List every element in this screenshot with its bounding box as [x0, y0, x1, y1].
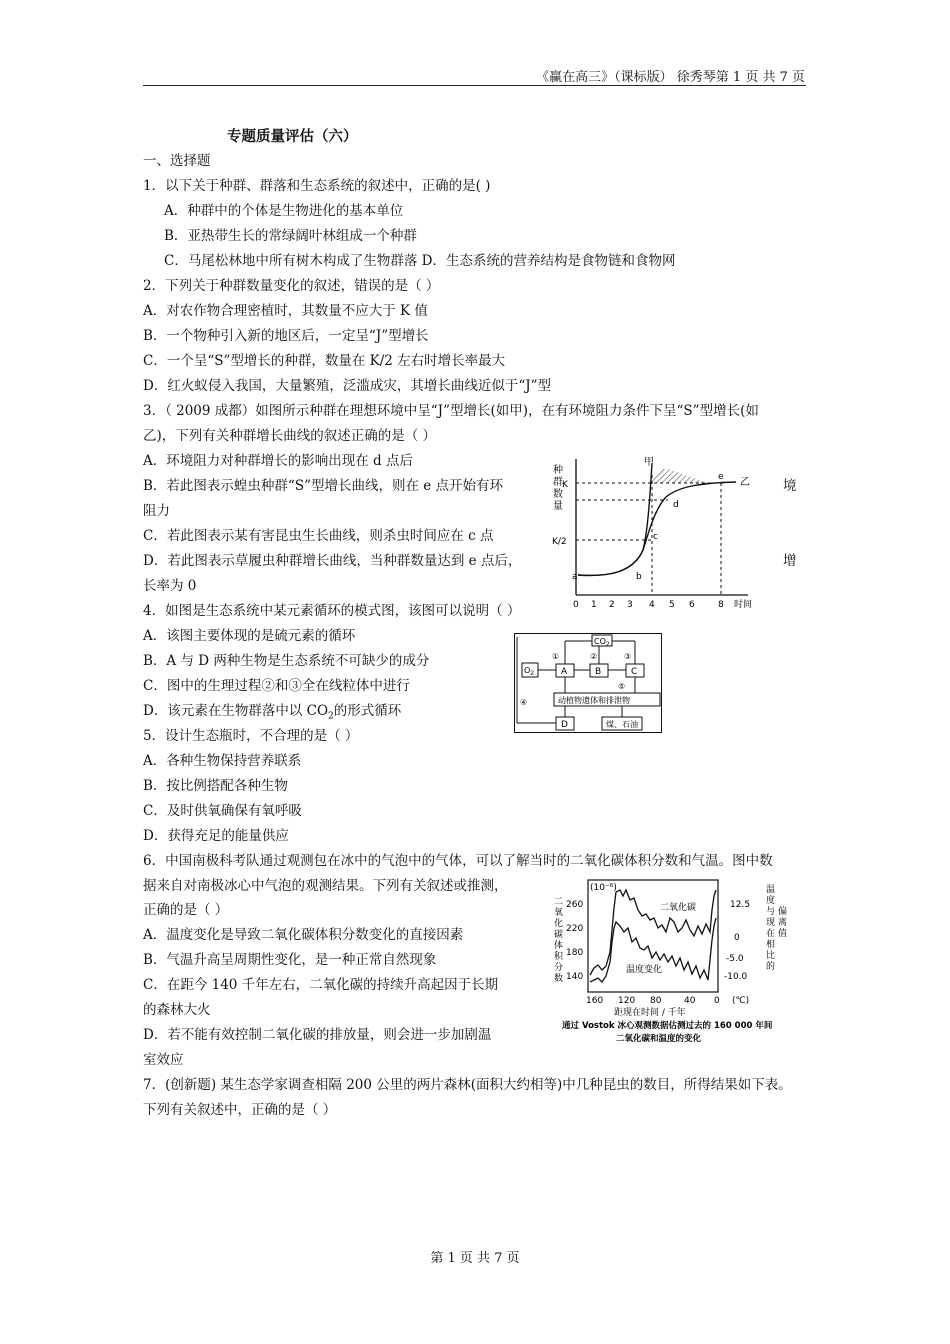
node-c-label: C: [631, 667, 638, 677]
chart-caption-line2: 二氧化碳和温度的变化: [616, 1034, 702, 1044]
x-tick-3: 3: [627, 600, 633, 610]
q5-option-a: A．各种生物保持营养联系: [143, 753, 302, 769]
q3-stem-line2: 乙)，下列有关种群增长曲线的叙述正确的是（ ）: [143, 428, 437, 444]
y-left-label-4: 碳: [554, 930, 564, 940]
ice-core-chart: [548, 870, 798, 1050]
series-co2-line: [590, 890, 716, 975]
y-axis-label-2: 群: [553, 477, 563, 488]
q6-option-b: B．气温升高呈周期性变化，是一种正常自然现象: [143, 952, 437, 968]
y-left-label-8: 数: [554, 974, 564, 984]
header-rule: [143, 85, 806, 86]
q3-option-b-tail: 境: [783, 478, 797, 494]
y-left-tick-220: 220: [566, 924, 584, 934]
y-right-label-6: 相: [766, 940, 776, 950]
section-heading: 一、选择题: [143, 153, 211, 169]
step-4: ④: [520, 698, 528, 707]
curve-j-label: 甲: [644, 457, 654, 468]
y-left-label-7: 分: [554, 963, 564, 973]
x-tick-8: 8: [718, 600, 724, 610]
q6-option-a: A．温度变化是导致二氧化碳体积分数变化的直接因素: [143, 927, 464, 943]
chart-caption-line1: 通过 Vostok 冰心观测数据估测过去的 160 000 年间: [562, 1021, 773, 1031]
q4-stem: 4．如图是生态系统中某元素循环的模式图，该图可以说明（ ）: [143, 603, 521, 619]
series-co2-label: 二氧化碳: [660, 903, 697, 913]
point-e: e: [718, 472, 724, 482]
q5-option-d: D．获得充足的能量供应: [143, 828, 289, 844]
y-right-label-11: 值: [778, 929, 788, 939]
curve-j: [578, 463, 652, 575]
page-footer: 第 1 页 共 7 页: [430, 1251, 520, 1266]
q2-option-a: A．对农作物合理密植时，其数量不应大于 K 值: [143, 303, 428, 319]
resistance-shading: [648, 469, 708, 483]
x-tick-1: 1: [591, 600, 597, 610]
y-axis-label-4: 量: [553, 501, 563, 512]
o2-label: $O_2$: [524, 666, 535, 677]
y-left-label-6: 积: [554, 952, 564, 962]
step-5: ⑤: [618, 682, 626, 691]
co2-label: $CO_2$: [594, 637, 610, 648]
q2-option-d: D．红火蚁侵入我国，大量繁殖，泛滥成灾，其增长曲线近似于“J”型: [143, 378, 552, 394]
y-axis-label-3: 数: [553, 489, 563, 500]
q1-option-b: B．亚热带生长的常绿阔叶林组成一个种群: [164, 228, 417, 244]
q2-option-c: C．一个呈“S”型增长的种群，数量在 K/2 左右时增长率最大: [143, 353, 506, 369]
y-right-tick-12: 12.5: [730, 900, 751, 910]
node-a-label: A: [561, 667, 568, 677]
curve-s: [578, 482, 736, 575]
q3-option-d-tail: 增: [783, 553, 797, 569]
y-right-label-7: 比: [766, 951, 776, 961]
q4-option-c: C．图中的生理过程②和③全在线粒体中进行: [143, 678, 410, 694]
x-tick-4: 4: [649, 600, 655, 610]
q6-stem-line2: 据来自对南极冰心中气泡的观测结果。下列有关叙述或推测，: [143, 878, 508, 894]
y-right-label-2: 度: [766, 896, 776, 906]
q6-option-d: D．若不能有效控制二氧化碳的排放量，则会进一步加剧温: [143, 1027, 492, 1043]
q3-option-d-cont: 长率为 0: [143, 578, 197, 594]
q3-option-d: D．若此图表示草履虫种群增长曲线，当种群数量达到 e 点后，: [143, 553, 522, 569]
q6-stem-line1: 6．中国南极科考队通过观测包在冰中的气泡中的气体，可以了解当时的二氧化碳体积分数和气温。图中数: [143, 853, 773, 869]
series-temp-label: 温度变化: [626, 965, 663, 975]
k-label: K: [562, 480, 568, 490]
x-axis-label: 时间: [734, 600, 753, 610]
y-right-label-9: 偏: [778, 907, 788, 917]
y-right-tick-0: 0: [734, 933, 740, 943]
q6-stem-line3: 正确的是（ ）: [143, 902, 229, 918]
step-2: ②: [590, 652, 598, 661]
element-cycle-figure: [514, 633, 662, 733]
y-right-tick-m10: -10.0: [724, 972, 748, 982]
point-b: b: [636, 572, 642, 582]
y-left-label-2: 氧: [554, 908, 564, 918]
co2-unit-label: (10⁻⁶): [590, 883, 617, 893]
point-d: d: [673, 500, 679, 510]
x-axis-label: 距现在时间 / 千年: [614, 1008, 686, 1018]
point-a: a: [572, 572, 578, 582]
q4-option-b: B．A 与 D 两种生物是生态系统不可缺少的成分: [143, 653, 430, 669]
y-right-label-8: 的: [766, 962, 776, 972]
q5-option-c: C．及时供氧确保有氧呼吸: [143, 803, 302, 819]
point-c: c: [653, 532, 658, 542]
q1-option-cd: C．马尾松林地中所有树木构成了生物群落 D．生态系统的营养结构是食物链和食物网: [164, 253, 676, 269]
q7-stem-line1: 7．(创新题) 某生态学家调查相隔 200 公里的两片森林(面积大约相等)中几种昆虫的数目，所得结果如下表。: [143, 1077, 792, 1093]
q6-option-d-cont: 室效应: [143, 1052, 184, 1068]
q4-option-a: A．该图主要体现的是硫元素的循环: [143, 628, 356, 644]
q5-stem: 5．设计生态瓶时，不合理的是（ ）: [143, 728, 359, 744]
step-1: ①: [552, 652, 560, 661]
y-axis-label-1: 种: [553, 465, 563, 476]
x-tick-6: 6: [689, 600, 695, 610]
q4-option-d: [143, 701, 401, 727]
q1-option-a: A．种群中的个体是生物进化的基本单位: [164, 203, 404, 219]
q1-stem: 1．以下关于种群、群落和生态系统的叙述中，正确的是( ): [143, 178, 491, 194]
x-tick-80: 80: [650, 996, 662, 1006]
x-tick-5: 5: [669, 600, 675, 610]
x-tick-160: 160: [586, 996, 604, 1006]
node-d-label: D: [561, 720, 568, 730]
q3-option-a: A．环境阻力对种群增长的影响出现在 d 点后: [143, 453, 413, 469]
x-tick-0: 0: [573, 600, 579, 610]
page-header: 《赢在高三》（课标版） 徐秀琴第 1 页 共 7 页: [536, 70, 805, 85]
y-right-unit: (℃): [732, 996, 750, 1006]
y-left-label-5: 体: [554, 941, 564, 951]
q3-option-b-cont: 阻力: [143, 503, 170, 519]
curve-s-label: 乙: [740, 477, 750, 488]
x-tick-40: 40: [684, 996, 696, 1006]
q4-d-sub: 2: [328, 711, 334, 722]
k2-label: K/2: [552, 537, 567, 547]
q6-option-c: C．在距今 140 千年左右，二氧化碳的持续升高起因于长期: [143, 977, 499, 993]
x-tick-0: 0: [714, 996, 720, 1006]
y-right-label-3: 与: [766, 907, 776, 917]
y-right-tick-m5: -5.0: [726, 954, 744, 964]
node-b-label: B: [595, 667, 602, 677]
q3-option-b: B．若此图表示蝗虫种群“S”型增长曲线，则在 e 点开始有环: [143, 478, 504, 494]
q3-option-c: C．若此图表示某有害昆虫生长曲线，则杀虫时间应在 c 点: [143, 528, 494, 544]
y-left-tick-140: 140: [566, 972, 584, 982]
q2-stem: 2．下列关于种群数量变化的叙述，错误的是（ ）: [143, 278, 440, 294]
y-right-label-4: 现: [766, 918, 776, 928]
remains-label: 动植物遗体和排泄物: [558, 696, 630, 705]
x-tick-120: 120: [618, 996, 636, 1006]
y-right-label-10: 离: [778, 918, 788, 928]
y-right-label-5: 在: [766, 929, 776, 939]
y-right-label-1: 温: [766, 885, 776, 895]
y-left-label-1: 二: [554, 897, 564, 907]
q4-d-post: 的形式循环: [333, 703, 402, 719]
step-3: ③: [624, 652, 632, 661]
q2-option-b: B．一个物种引入新的地区后，一定呈“J”型增长: [143, 328, 429, 344]
y-left-tick-260: 260: [566, 900, 584, 910]
q3-stem-line1: 3．（ 2009 成都）如图所示种群在理想环境中呈“J”型增长(如甲)，在有环境阻力条件下呈“S”型增长(如: [143, 403, 759, 419]
x-tick-2: 2: [609, 600, 615, 610]
q5-option-b: B．按比例搭配各种生物: [143, 778, 288, 794]
q4-d-pre: D．该元素在生物群落中以 CO: [143, 703, 329, 719]
y-left-tick-180: 180: [566, 948, 584, 958]
growth-curve-figure: [548, 455, 768, 610]
doc-title: 专题质量评估（六）: [227, 128, 358, 145]
q7-stem-line2: 下列有关叙述中，正确的是（ ）: [143, 1102, 337, 1118]
fossil-label: 煤、石油: [606, 720, 638, 729]
y-left-label-3: 化: [554, 919, 564, 929]
q6-option-c-cont: 的森林大火: [143, 1002, 211, 1018]
